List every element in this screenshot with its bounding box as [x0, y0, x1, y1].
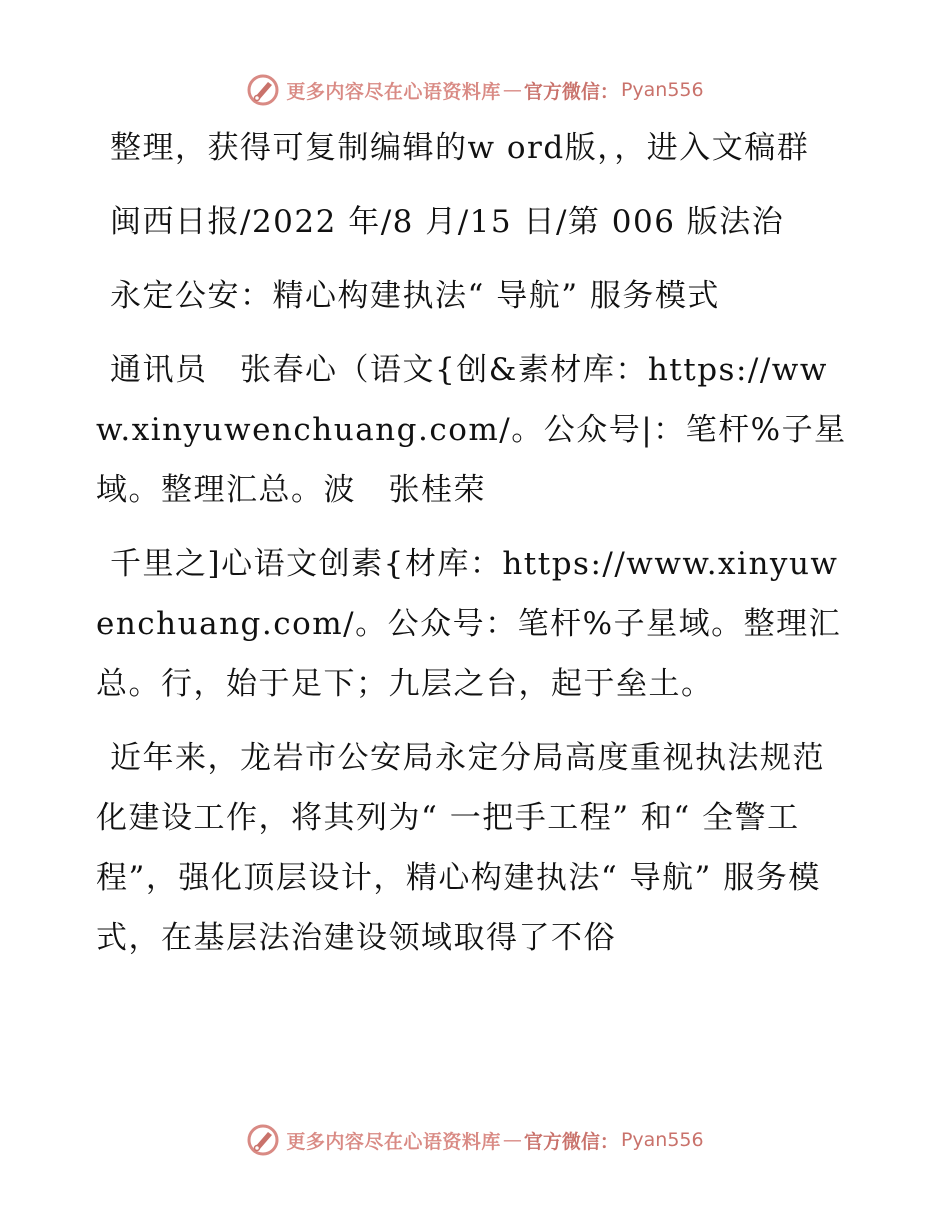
paragraph-intro [96, 118, 856, 178]
banner-main-text: 更多内容尽在心语资料库 [286, 80, 501, 103]
paragraph-headline [96, 266, 856, 326]
paragraph-text: 通讯员 张春心（语文{创&素材库：https://www.xinyuwenchuang.com/。公众号|：笔杆%子星域。整理汇总。波 张桂荣 [96, 352, 847, 508]
paragraph-text: 近年来，龙岩市公安局永定分局高度重视执法规范化建设工作，将其列为“ 一把手工程” 和“ 全警工程”，强化顶层设计，精心构建执法“ 导航” 服务模式，在基层法治建设领域取得了不俗 [96, 740, 825, 956]
header-watermark-banner [0, 70, 950, 110]
logo-icon [246, 73, 280, 107]
banner-wechat-label: 官方微信： [523, 80, 619, 103]
paragraph-text: 闽西日报/2022 年/8 月/15 日/第 006 版法治 [110, 204, 785, 240]
paragraph-byline [96, 340, 856, 520]
banner-dash: — [502, 79, 522, 101]
document-body [96, 118, 856, 982]
paragraph-source [96, 192, 856, 252]
paragraph-quote [96, 534, 856, 714]
banner-wechat-id: Pyan556 [620, 1129, 704, 1151]
logo-icon [246, 1123, 280, 1157]
paragraph-text: 整理，获得可复制编辑的w ord版，，进入文稿群 [110, 130, 810, 166]
paragraph-body [96, 728, 856, 968]
banner-wechat-id: Pyan556 [620, 79, 704, 101]
banner-main-text: 更多内容尽在心语资料库 [286, 1130, 501, 1153]
paragraph-text: 永定公安：精心构建执法“ 导航” 服务模式 [110, 278, 720, 314]
paragraph-text: 千里之]心语文创素{材库：https://www.xinyuwenchuang.com/。公众号：笔杆%子星域。整理汇总。行，始于足下；九层之台，起于垒土。 [96, 546, 842, 702]
banner-dash: — [502, 1129, 522, 1151]
footer-watermark-banner [0, 1120, 950, 1160]
banner-wechat-label: 官方微信： [523, 1130, 619, 1153]
